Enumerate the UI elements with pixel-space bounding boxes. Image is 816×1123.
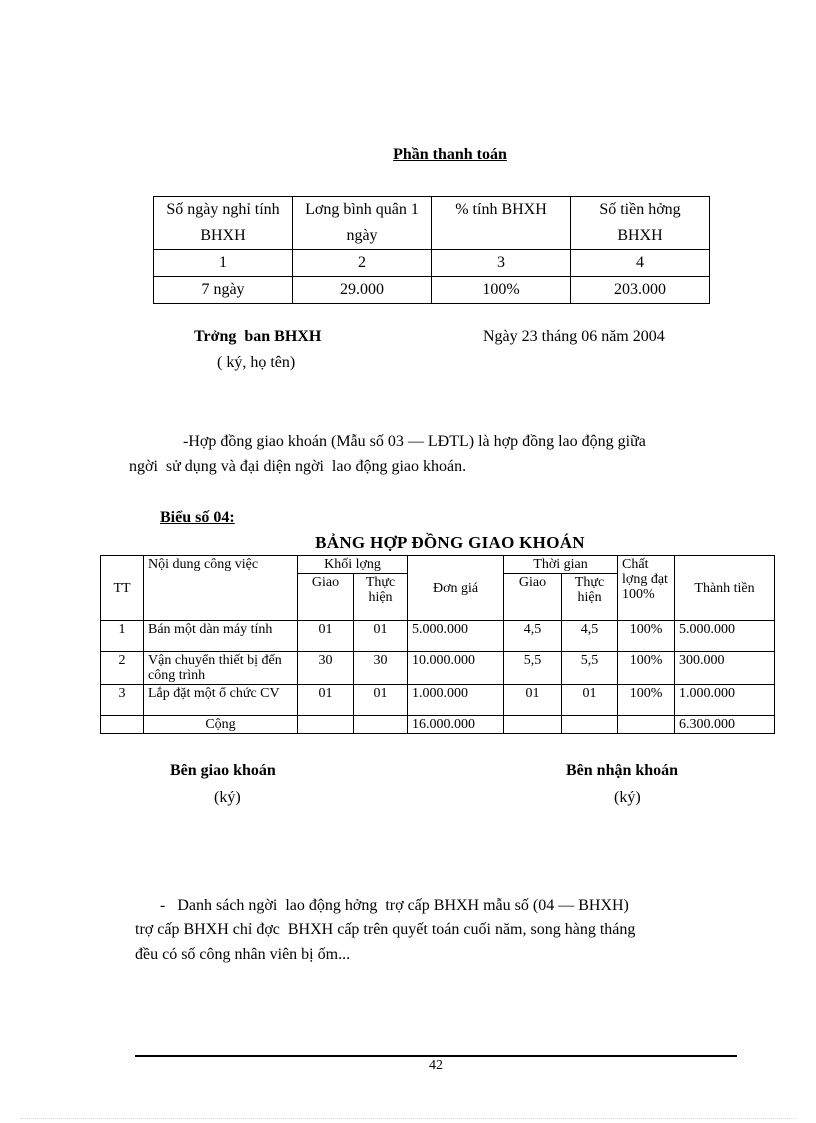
page-number: 42 <box>429 1058 443 1073</box>
table-row <box>101 685 775 716</box>
header-volume-given: Giao <box>298 574 354 621</box>
pay-value-amount: 203.000 <box>571 277 710 304</box>
signature-receiver-sub: (ký) <box>614 789 641 806</box>
row-vol-done: 01 <box>354 685 408 716</box>
form-label: Biểu số 04: <box>160 509 235 526</box>
row-content: Bán một dàn máy tính <box>144 621 298 652</box>
total-row <box>101 716 775 734</box>
table-row <box>101 652 775 685</box>
pay-value-days: 7 ngày <box>154 277 293 304</box>
paragraph2-line1: - Danh sách ngời lao động hởng trợ cấp BHXH mẫu số (04 — BHXH) <box>160 897 629 914</box>
total-empty <box>101 716 144 734</box>
paragraph1-line2: ngời sử dụng và đại diện ngời lao động giao khoán. <box>129 458 467 475</box>
pay-header-days: Số ngày nghỉ tính BHXH <box>154 197 293 250</box>
total-empty <box>562 716 618 734</box>
paragraph2-line2: trợ cấp BHXH chỉ đợc BHXH cấp trên quyết toán cuối năm, song hàng tháng <box>135 921 636 938</box>
header-time-done: Thực hiện <box>562 574 618 621</box>
pay-value-percent: 100% <box>432 277 571 304</box>
row-quality: 100% <box>618 685 675 716</box>
pay-header-avg-salary: Lơng bình quân 1 ngày <box>293 197 432 250</box>
total-empty <box>354 716 408 734</box>
header-time: Thời gian <box>504 556 618 574</box>
row-time-done: 01 <box>562 685 618 716</box>
pay-col-number: 3 <box>432 250 571 277</box>
row-tt: 1 <box>101 621 144 652</box>
pay-header-percent: % tính BHXH <box>432 197 571 250</box>
contract-title: BẢNG HỢP ĐỒNG GIAO KHOÁN <box>315 533 585 552</box>
row-quality: 100% <box>618 621 675 652</box>
row-amount: 5.000.000 <box>675 621 775 652</box>
row-vol-given: 01 <box>298 621 354 652</box>
row-tt: 2 <box>101 652 144 685</box>
row-vol-done: 30 <box>354 652 408 685</box>
row-unit-price: 5.000.000 <box>408 621 504 652</box>
signature-date: Ngày 23 tháng 06 năm 2004 <box>483 328 665 345</box>
total-label: Cộng <box>144 716 298 734</box>
row-content: Lắp đặt một ổ chức CV <box>144 685 298 716</box>
paragraph1-line1: -Hợp đồng giao khoán (Mẫu số 03 — LĐTL) là hợp đồng lao động giữa <box>183 433 646 450</box>
pay-col-number: 4 <box>571 250 710 277</box>
signature-giver-sub: (ký) <box>214 789 241 806</box>
row-unit-price: 10.000.000 <box>408 652 504 685</box>
header-amount: Thành tiền <box>675 556 775 621</box>
row-content: Vận chuyển thiết bị đến công trình <box>144 652 298 685</box>
table-row <box>101 621 775 652</box>
page-bottom-dotted-border <box>20 1118 796 1119</box>
row-vol-given: 30 <box>298 652 354 685</box>
pay-col-number: 2 <box>293 250 432 277</box>
payment-table <box>153 196 710 304</box>
row-amount: 300.000 <box>675 652 775 685</box>
header-content: Nội dung công việc <box>144 556 298 621</box>
header-unit-price: Đơn giá <box>408 556 504 621</box>
paragraph2-line3: đều có số công nhân viên bị ốm... <box>135 946 351 963</box>
row-unit-price: 1.000.000 <box>408 685 504 716</box>
row-time-done: 4,5 <box>562 621 618 652</box>
header-volume: Khối lợng <box>298 556 408 574</box>
row-amount: 1.000.000 <box>675 685 775 716</box>
signature-bhxh-sub: ( ký, họ tên) <box>217 354 296 371</box>
payment-title: Phần thanh toán <box>393 146 507 163</box>
footer-divider <box>135 1055 737 1057</box>
total-empty <box>618 716 675 734</box>
contract-table <box>100 555 775 734</box>
pay-col-number: 1 <box>154 250 293 277</box>
signature-receiver-title: Bên nhận khoán <box>566 762 679 779</box>
header-quality: Chất lợng đạt 100% <box>618 556 675 621</box>
header-time-given: Giao <box>504 574 562 621</box>
row-vol-done: 01 <box>354 621 408 652</box>
header-volume-done: Thực hiện <box>354 574 408 621</box>
signature-bhxh-title: Trởng ban BHXH <box>194 328 322 345</box>
pay-value-avg-salary: 29.000 <box>293 277 432 304</box>
total-amount: 6.300.000 <box>675 716 775 734</box>
total-empty <box>298 716 354 734</box>
row-time-given: 4,5 <box>504 621 562 652</box>
row-time-given: 5,5 <box>504 652 562 685</box>
header-tt: TT <box>101 556 144 621</box>
row-time-given: 01 <box>504 685 562 716</box>
total-empty <box>504 716 562 734</box>
row-quality: 100% <box>618 652 675 685</box>
row-time-done: 5,5 <box>562 652 618 685</box>
row-vol-given: 01 <box>298 685 354 716</box>
pay-header-amount: Số tiền hởng BHXH <box>571 197 710 250</box>
row-tt: 3 <box>101 685 144 716</box>
total-unit-price: 16.000.000 <box>408 716 504 734</box>
signature-giver-title: Bên giao khoán <box>170 762 276 779</box>
